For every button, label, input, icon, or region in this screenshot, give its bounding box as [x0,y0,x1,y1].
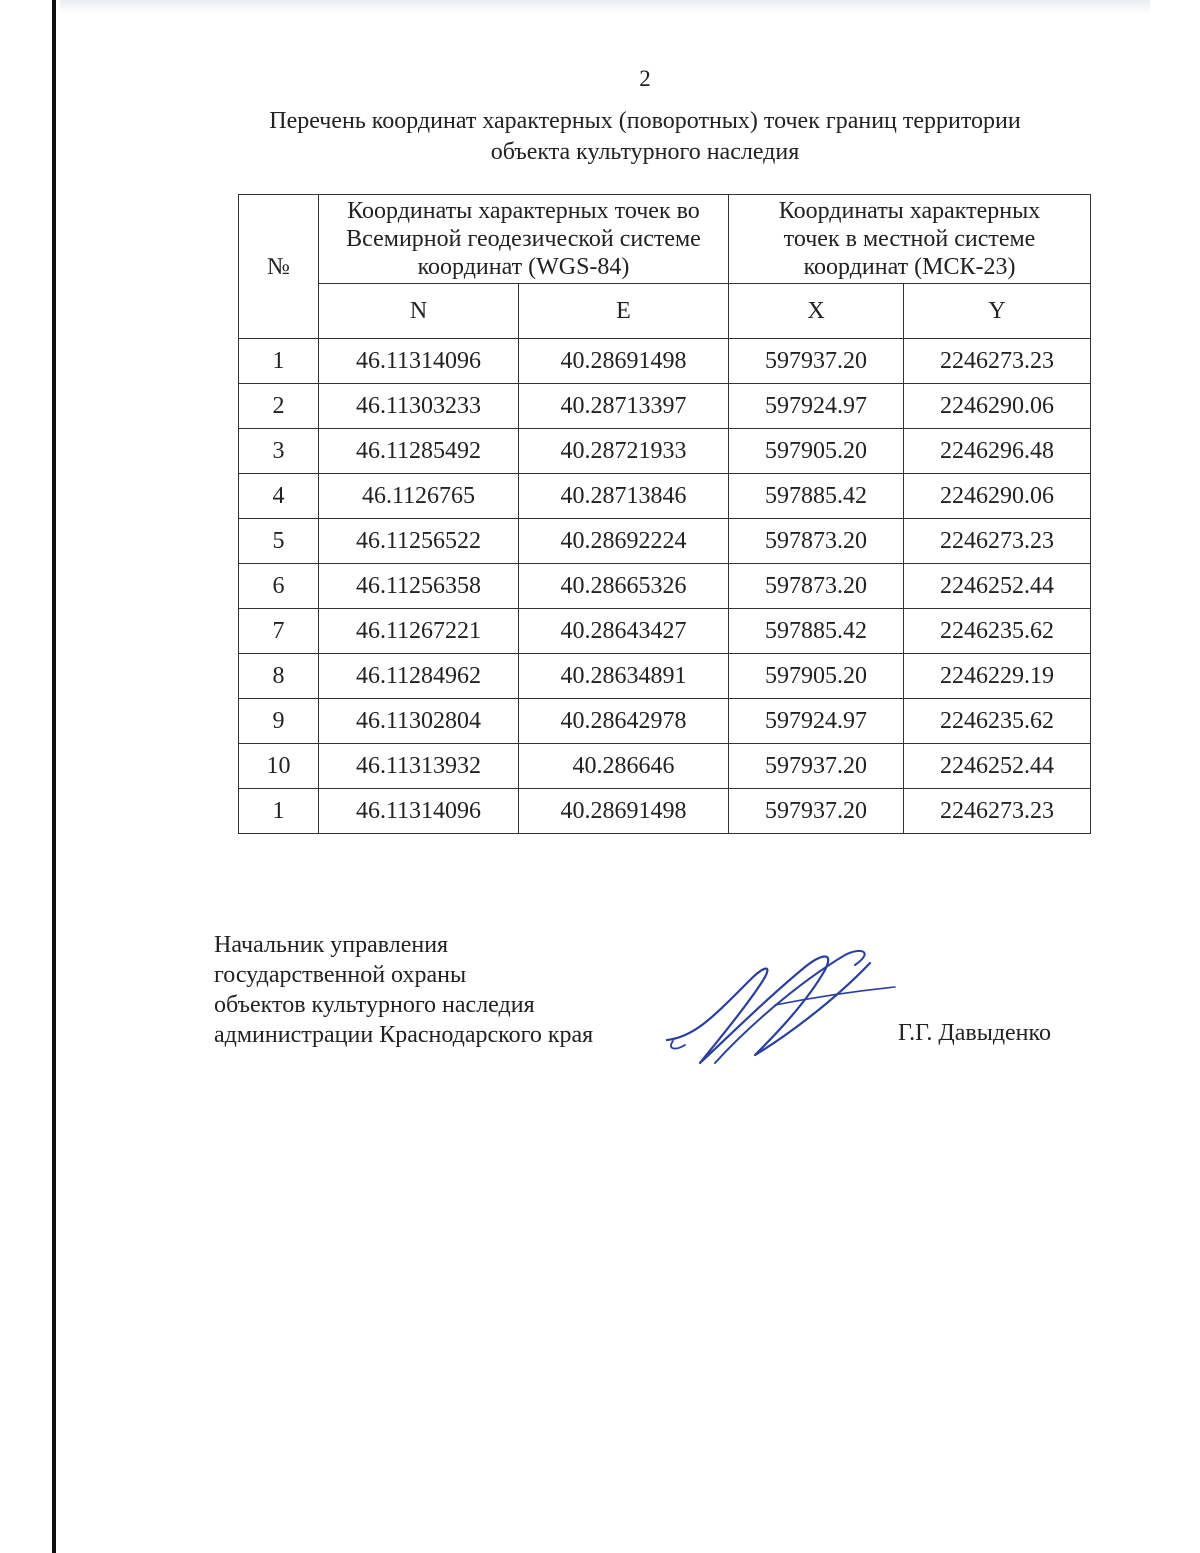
wgs84-n-cell: 46.11314096 [319,339,519,384]
col-n-header: N [319,284,519,339]
wgs84-n-cell: 46.11256522 [319,519,519,564]
row-number-cell: 4 [239,474,319,519]
coordinates-table [238,194,1091,834]
table-row [239,699,1091,744]
signature-block [214,930,593,1050]
col-y-header: Y [904,284,1091,339]
wgs84-e-cell: 40.28691498 [519,789,729,834]
signer-position-line: объектов культурного наследия [214,992,535,1018]
title-line-2: объекта культурного наследия [490,139,800,165]
document-title [210,106,1080,168]
wgs84-header-line: Координаты характерных точек во [347,198,700,224]
table-row [239,564,1091,609]
wgs84-n-cell: 46.1126765 [319,474,519,519]
wgs84-n-cell: 46.11284962 [319,654,519,699]
wgs84-e-cell: 40.28713846 [519,474,729,519]
wgs84-e-cell: 40.28721933 [519,429,729,474]
msk23-header-line: координат (МСК-23) [803,254,1016,280]
table-row [239,339,1091,384]
row-number-cell: 7 [239,609,319,654]
msk23-header-line: Координаты характерных [778,198,1041,224]
wgs84-e-cell: 40.28665326 [519,564,729,609]
col-x-header: X [729,284,904,339]
msk23-x-cell: 597937.20 [729,744,904,789]
msk23-x-cell: 597885.42 [729,609,904,654]
row-number-cell: 5 [239,519,319,564]
table-row [239,654,1091,699]
msk23-x-cell: 597905.20 [729,654,904,699]
msk23-x-cell: 597937.20 [729,789,904,834]
row-number-cell: 2 [239,384,319,429]
msk23-y-cell: 2246252.44 [904,564,1091,609]
row-number-cell: 10 [239,744,319,789]
row-number-cell: 8 [239,654,319,699]
table-row [239,609,1091,654]
col-e-header: E [519,284,729,339]
signature-stroke [715,951,865,1063]
msk23-x-cell: 597924.97 [729,384,904,429]
msk23-y-cell: 2246273.23 [904,519,1091,564]
row-number-cell: 1 [239,789,319,834]
signature-stroke [667,956,870,1063]
msk23-y-cell: 2246273.23 [904,339,1091,384]
msk23-y-cell: 2246252.44 [904,744,1091,789]
row-number-cell: 1 [239,339,319,384]
msk23-y-cell: 2246290.06 [904,474,1091,519]
scan-left-edge [52,0,56,1553]
wgs84-n-cell: 46.11267221 [319,609,519,654]
wgs84-n-cell: 46.11314096 [319,789,519,834]
msk23-x-cell: 597905.20 [729,429,904,474]
wgs84-e-cell: 40.28634891 [519,654,729,699]
msk23-x-cell: 597873.20 [729,519,904,564]
scan-top-edge [60,0,1150,14]
table-row [239,429,1091,474]
title-line-1: Перечень координат характерных (поворотных) точек границ территории [269,108,1021,134]
msk23-x-cell: 597937.20 [729,339,904,384]
msk23-x-cell: 597873.20 [729,564,904,609]
msk23-y-cell: 2246235.62 [904,699,1091,744]
handwritten-signature [655,945,900,1070]
wgs84-e-cell: 40.28643427 [519,609,729,654]
row-number-cell: 6 [239,564,319,609]
msk23-y-cell: 2246235.62 [904,609,1091,654]
signature-stroke [671,1041,685,1048]
msk23-x-cell: 597885.42 [729,474,904,519]
wgs84-n-cell: 46.11313932 [319,744,519,789]
wgs84-e-cell: 40.28642978 [519,699,729,744]
msk23-y-cell: 2246229.19 [904,654,1091,699]
wgs84-e-cell: 40.28691498 [519,339,729,384]
wgs84-n-cell: 46.11256358 [319,564,519,609]
msk23-y-cell: 2246290.06 [904,384,1091,429]
row-number-cell: 9 [239,699,319,744]
wgs84-e-cell: 40.286646 [519,744,729,789]
col-number-header: № [239,195,319,339]
wgs84-header-line: координат (WGS-84) [417,254,630,280]
coordinates-table-body [239,339,1091,834]
msk23-group-header [729,195,1091,284]
table-row [239,789,1091,834]
msk23-y-cell: 2246273.23 [904,789,1091,834]
table-row [239,744,1091,789]
table-row [239,384,1091,429]
msk23-x-cell: 597924.97 [729,699,904,744]
wgs84-n-cell: 46.11302804 [319,699,519,744]
table-row [239,519,1091,564]
row-number-cell: 3 [239,429,319,474]
signer-position-line: администрации Краснодарского края [214,1022,594,1048]
table-row [239,474,1091,519]
signer-position-line: Начальник управления [214,932,449,958]
wgs84-e-cell: 40.28692224 [519,519,729,564]
wgs84-n-cell: 46.11285492 [319,429,519,474]
page-number: 2 [639,66,651,91]
msk23-y-cell: 2246296.48 [904,429,1091,474]
wgs84-e-cell: 40.28713397 [519,384,729,429]
msk23-header-line: точек в местной системе [783,226,1036,252]
signer-position-line: государственной охраны [214,962,467,988]
wgs84-n-cell: 46.11303233 [319,384,519,429]
wgs84-group-header [319,195,729,284]
signer-name: Г.Г. Давыденко [898,1020,1051,1046]
wgs84-header-line: Всемирной геодезической системе [346,226,701,252]
